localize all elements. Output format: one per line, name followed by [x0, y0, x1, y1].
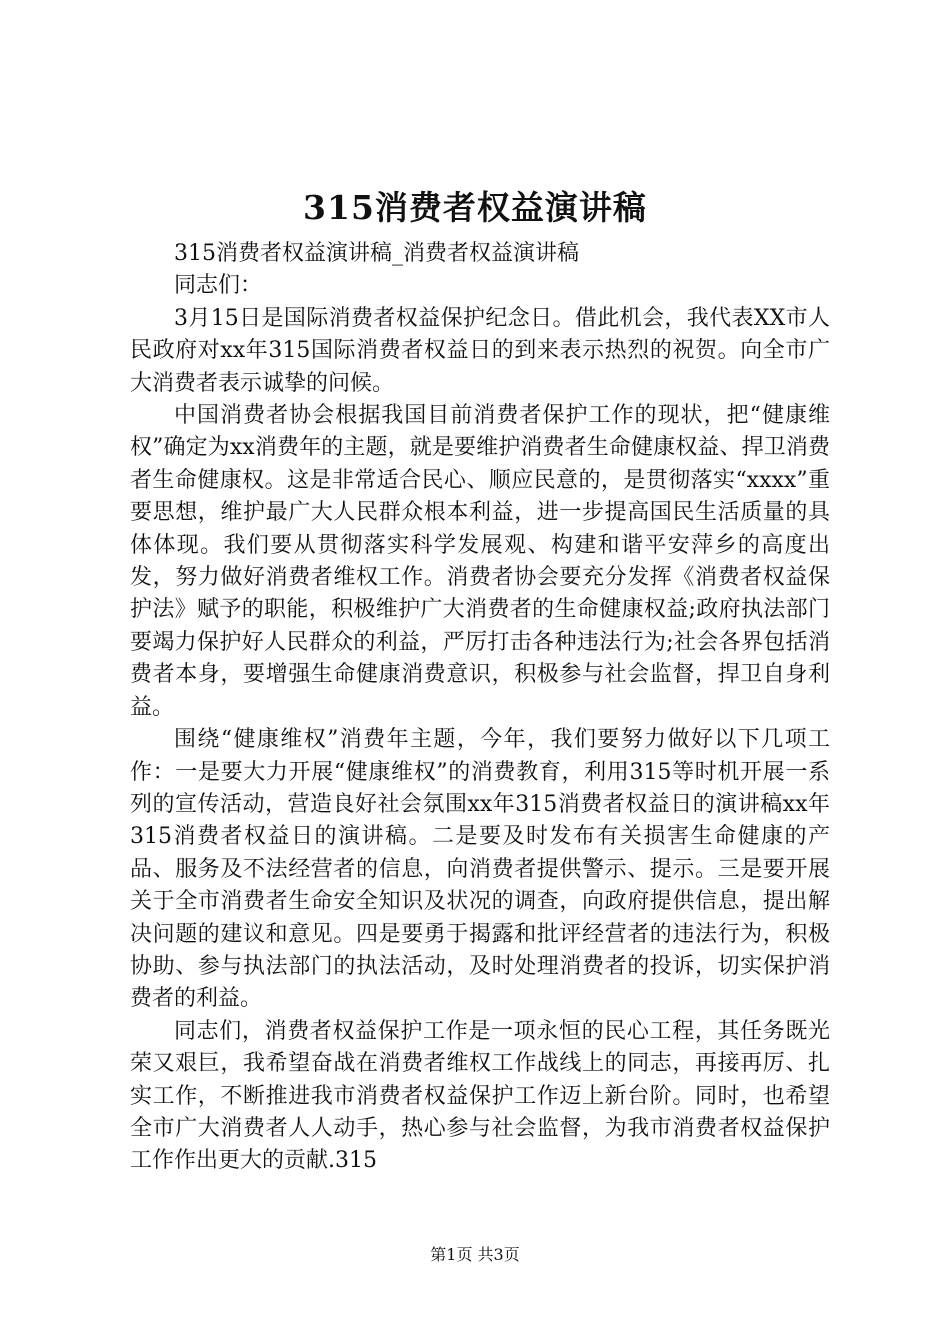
paragraph-1: 3月15日是国际消费者权益保护纪念日。借此机会，我代表XX市人民政府对xx年315国际消费者权益日的到来表示热烈的祝贺。向全市广大消费者表示诚挚的问候。	[130, 305, 830, 396]
paragraph-3: 围绕“健康维权”消费年主题，今年，我们要努力做好以下几项工作：一是要大力开展“健康维权”的消费教育，利用315等时机开展一系列的宣传活动，营造良好社会氛围xx年315消费者权益日的演讲稿xx年315消费者权益日的演讲稿。二是要及时发布有关损害生命健康的产品、服务及不法经营者的信息，向消费者提供警示、提示。三是要开展关于全市消费者生命安全知识及状况的调查，向政府提供信息，提出解决问题的建议和意见。四是要勇于揭露和批评经营者的违法行为，积极协助、参与执法部门的执法活动，及时处理消费者的投诉，切实保护消费者的利益。	[130, 727, 830, 1012]
document-subtitle: 315消费者权益演讲稿_消费者权益演讲稿	[174, 241, 579, 266]
paragraph-4: 同志们，消费者权益保护工作是一项永恒的民心工程，其任务既光荣又艰巨，我希望奋战在消费者维权工作战线上的同志，再接再厉、扎实工作，不断推进我市消费者权益保护工作迈上新台阶。同时，也希望全市广大消费者人人动手，热心参与社会监督，为我市消费者权益保护工作作出更大的贡献.315	[130, 1018, 830, 1174]
paragraph-2: 中国消费者协会根据我国目前消费者保护工作的现状，把“健康维权”确定为xx消费年的主题，就是要维护消费者生命健康权益、捍卫消费者生命健康权。这是非常适合民心、顺应民意的，是贯彻落实“xxxx”重要思想，维护最广大人民群众根本利益，进一步提高国民生活质量的具体体现。我们要从贯彻落实科学发展观、构建和谐平安萍乡的高度出发，努力做好消费者维权工作。消费者协会要充分发挥《消费者权益保护法》赋予的职能，积极维护广大消费者的生命健康权益;政府执法部门要竭力保护好人民群众的利益，严厉打击各种违法行为;社会各界包括消费者本身，要增强生命健康消费意识，积极参与社会监督，捍卫自身利益。	[130, 403, 830, 720]
salutation: 同志们：	[174, 273, 263, 299]
document-title: 315消费者权益演讲稿	[303, 188, 647, 227]
document-body	[130, 238, 830, 1178]
page-number: 第1页 共3页	[430, 1245, 520, 1264]
